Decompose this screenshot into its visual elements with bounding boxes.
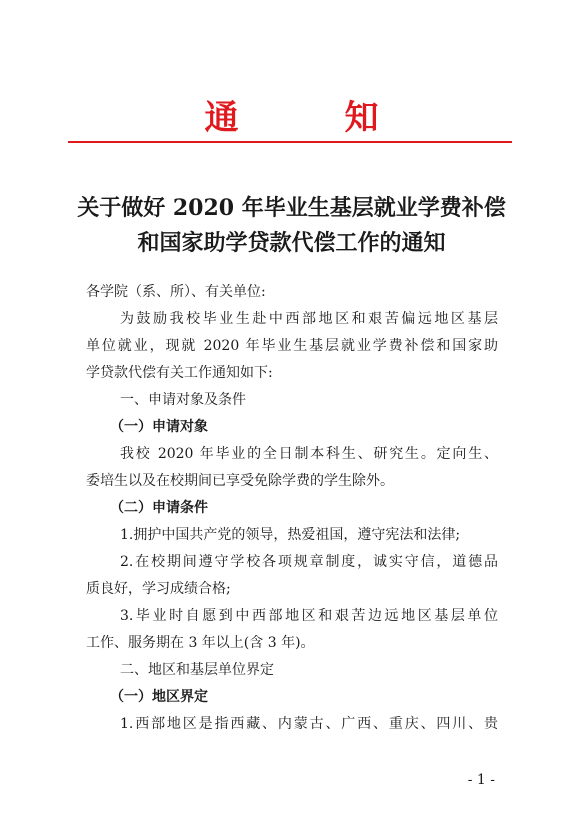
notice-header-title: 通 知 (204, 98, 415, 138)
text-line: 学贷款代偿有关工作通知如下: (86, 365, 273, 381)
text-line: 3.毕业时自愿到中西部地区和艰苦边远地区基层单位 (120, 608, 498, 624)
section-1-sub-2-heading: （二）申请条件 (110, 500, 208, 516)
document-title-line-1: 关于做好 2020 年毕业生基层就业学费补偿 (77, 195, 506, 221)
red-header-rule (68, 141, 512, 143)
text-line: 工作、服务期在 3 年以上(含 3 年)。 (86, 635, 315, 651)
text-line: 单位就业，现就 2020 年毕业生基层就业学费补偿和国家助 (86, 338, 498, 354)
text-line: 1.拥护中国共产党的领导，热爱祖国，遵守宪法和法律; (120, 527, 461, 543)
text-line: 委培生以及在校期间已享受免除学费的学生除外。 (86, 473, 394, 489)
text-line: 为鼓励我校毕业生赴中西部地区和艰苦偏远地区基层 (120, 311, 498, 327)
section-1-sub-1-heading: （一）申请对象 (110, 419, 208, 435)
text-line: 质良好，学习成绩合格; (86, 581, 231, 597)
text-line: 2.在校期间遵守学校各项规章制度，诚实守信，道德品 (120, 554, 498, 570)
section-2-sub-1-heading: （一）地区界定 (110, 689, 208, 705)
text-line: 1.西部地区是指西藏、内蒙古、广西、重庆、四川、贵 (120, 716, 498, 732)
section-2-heading: 二、地区和基层单位界定 (120, 662, 274, 678)
salutation: 各学院（系、所）、有关单位: (86, 284, 266, 300)
section-1-heading: 一、申请对象及条件 (120, 392, 246, 408)
page-number: - 1 - (467, 772, 495, 788)
text-line: 我校 2020 年毕业的全日制本科生、研究生。定向生、 (120, 446, 498, 462)
document-title-line-2: 和国家助学贷款代偿工作的通知 (137, 230, 446, 256)
